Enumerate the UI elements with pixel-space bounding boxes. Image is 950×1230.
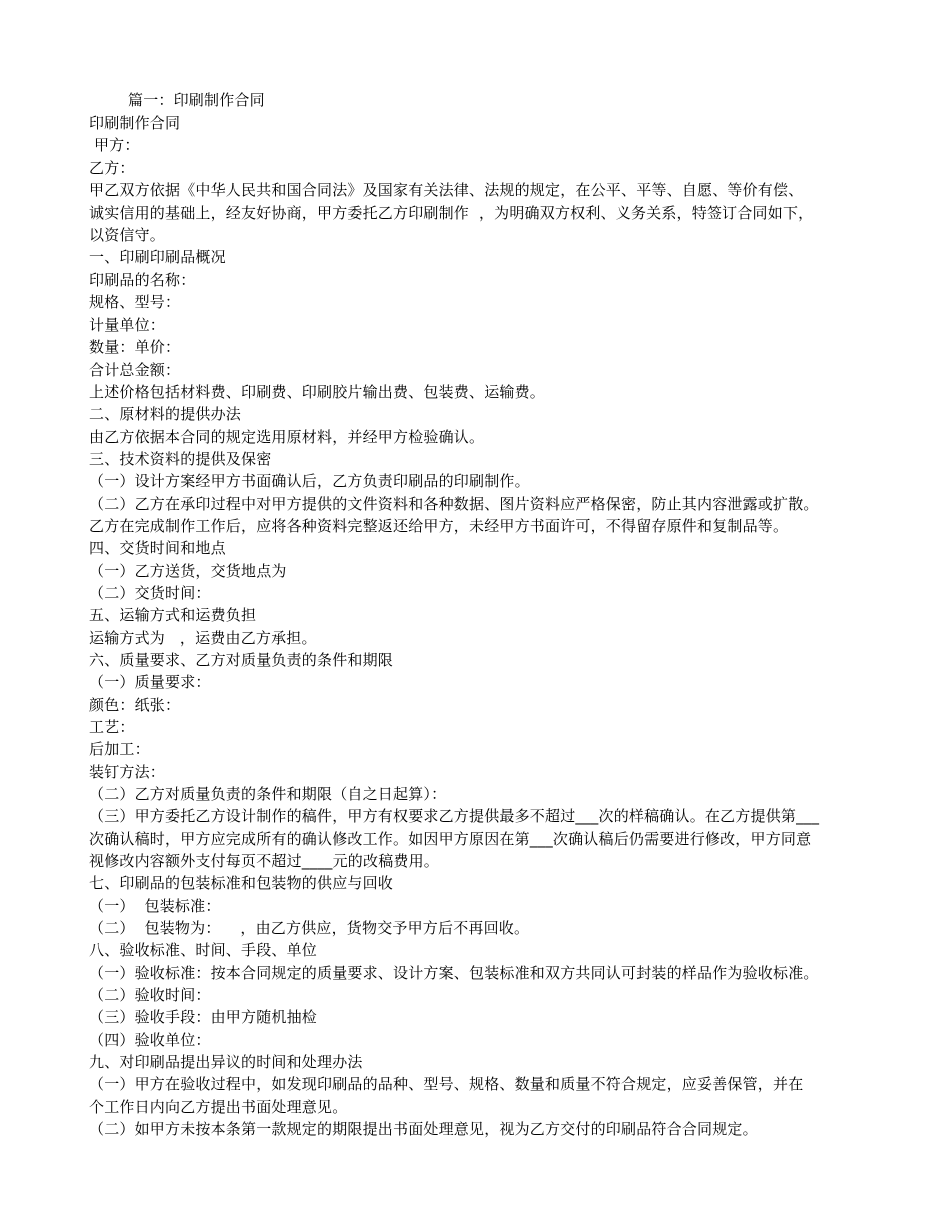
section-8-item-4: （四）验收单位： [89, 1031, 211, 1049]
section-8-item-1: （一）验收标准：按本合同规定的质量要求、设计方案、包装标准和双方共同认可封装的样品作为验收标准。 [89, 964, 819, 982]
total-amount-line: 合计总金额： [89, 361, 181, 379]
post-processing-line: 后加工： [89, 740, 150, 758]
section-9-item-2: （二）如甲方未按本条第一款规定的期限提出书面处理意见，视为乙方交付的印刷品符合合同规定。 [89, 1120, 758, 1138]
section-7-item-1: （一） 包装标准： [89, 897, 221, 915]
section-6-item-3: （三）甲方委托乙方设计制作的稿件，甲方有权要求乙方提供最多不超过___次的样稿确认。在乙方提供第___ [89, 807, 820, 825]
preamble-line-2: 诚实信用的基础上，经友好协商，甲方委托乙方印刷制作 ，为明确双方权利、义务关系，特签订合同如下， [89, 204, 814, 222]
party-b-line: 乙方： [89, 159, 135, 177]
section-8-item-3: （三）验收手段：由甲方随机抽检 [89, 1008, 318, 1026]
section-3-item-2-cont: 乙方在完成制作工作后，应将各种资料完整返还给甲方，未经甲方书面许可，不得留存原件和复制品等。 [89, 517, 789, 535]
section-6-heading: 六、质量要求、乙方对质量负责的条件和期限 [89, 651, 394, 669]
section-6-item-1: （一）质量要求： [89, 673, 211, 691]
preamble-line-1: 甲乙双方依据《中华人民共和国合同法》及国家有关法律、法规的规定，在公平、平等、自愿、等价有偿、 [89, 181, 804, 199]
section-7-heading: 七、印刷品的包装标准和包装物的供应与回收 [89, 874, 394, 892]
section-3-item-1: （一）设计方案经甲方书面确认后，乙方负责印刷品的印刷制作。 [89, 472, 530, 490]
section-1-heading: 一、印刷印刷品概况 [89, 248, 226, 266]
section-9-item-1: （一）甲方在验收过程中，如发现印刷品的品种、型号、规格、数量和质量不符合规定，应妥善保管，并在 [89, 1075, 804, 1093]
color-paper-line: 颜色：纸张： [89, 696, 181, 714]
spec-line: 规格、型号： [89, 293, 181, 311]
item-name-line: 印刷品的名称： [89, 271, 196, 289]
section-6-item-3-cont-1: 次确认稿时，甲方应完成所有的确认修改工作。如因甲方原因在第___次确认稿后仍需要进行修改，甲方同意 [89, 830, 812, 848]
contract-title: 印刷制作合同 [89, 114, 181, 132]
section-9-item-1-cont: 个工作日内向乙方提出书面处理意见。 [89, 1098, 348, 1116]
section-8-item-2: （二）验收时间： [89, 986, 211, 1004]
section-9-heading: 九、对印刷品提出异议的时间和处理办法 [89, 1053, 363, 1071]
section-6-item-3-cont-2: 视修改内容额外支付每页不超过____元的改稿费用。 [89, 852, 440, 870]
section-2-text: 由乙方依据本合同的规定选用原材料，并经甲方检验确认。 [89, 428, 485, 446]
section-3-item-2: （二）乙方在承印过程中对甲方提供的文件资料和各种数据、图片资料应严格保密，防止其内容泄露或扩散。 [89, 495, 819, 513]
price-includes-line: 上述价格包括材料费、印刷费、印刷胶片输出费、包装费、运输费。 [89, 383, 546, 401]
section-4-item-2: （二）交货时间： [89, 584, 211, 602]
section-5-heading: 五、运输方式和运费负担 [89, 606, 257, 624]
craft-line: 工艺： [89, 718, 135, 736]
quantity-price-line: 数量：单价： [89, 338, 181, 356]
section-3-heading: 三、技术资料的提供及保密 [89, 450, 272, 468]
section-2-heading: 二、原材料的提供办法 [89, 405, 242, 423]
chapter-title: 篇一：印刷制作合同 [128, 91, 265, 109]
section-6-item-2: （二）乙方对质量负责的条件和期限（自之日起算）： [89, 785, 447, 803]
unit-line: 计量单位： [89, 316, 166, 334]
preamble-line-3: 以资信守。 [89, 226, 166, 244]
section-4-heading: 四、交货时间和地点 [89, 539, 226, 557]
section-7-item-2: （二） 包装物为： ，由乙方供应，货物交予甲方后不再回收。 [89, 919, 530, 937]
section-4-item-1: （一）乙方送货，交货地点为 [89, 562, 287, 580]
section-8-heading: 八、验收标准、时间、手段、单位 [89, 941, 318, 959]
binding-line: 装钉方法： [89, 763, 166, 781]
section-5-text: 运输方式为 ，运费由乙方承担。 [89, 629, 317, 647]
party-a-line: 甲方： [89, 136, 140, 154]
